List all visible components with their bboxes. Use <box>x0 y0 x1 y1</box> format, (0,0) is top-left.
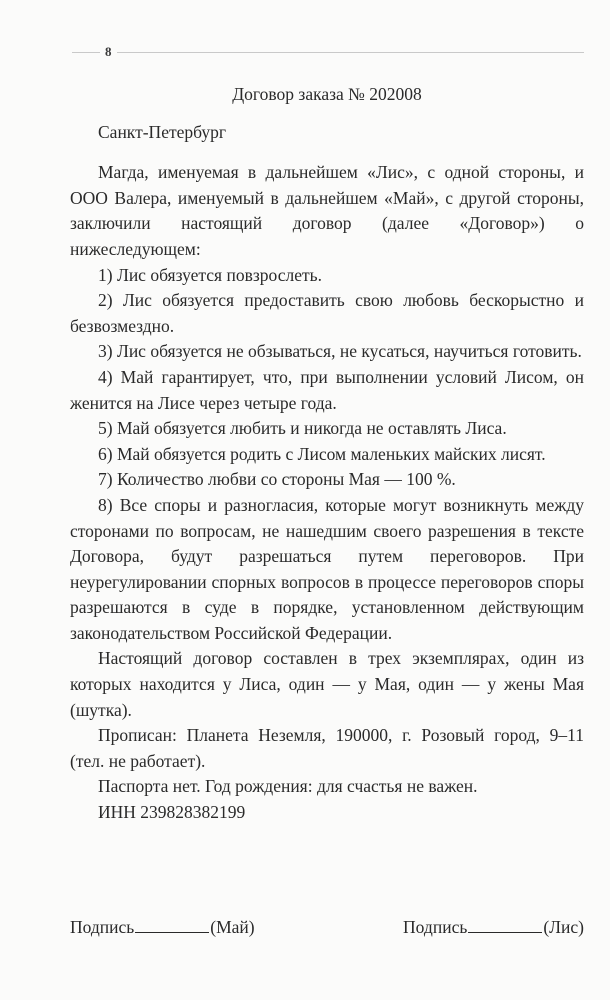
contract-clause-6: 6) Май обязуется родить с Лисом маленьких майских лисят. <box>98 443 546 464</box>
contract-body <box>70 82 584 826</box>
contract-clause-2: 2) Лис обязуется предоставить свою любовь бескорыстно и безвозмездно. <box>70 290 584 336</box>
signature-lis <box>403 914 584 940</box>
signature-line-may <box>135 915 209 933</box>
header-rule <box>72 52 584 53</box>
contract-city: Санкт-Петербург <box>98 121 227 142</box>
page-number: 8 <box>100 42 117 62</box>
signature-label-lis: Подпись <box>403 917 468 937</box>
signature-label-may: Подпись <box>70 917 135 937</box>
contract-inn: ИНН 239828382199 <box>98 802 246 823</box>
contract-address: Прописан: Планета Неземля, 190000, г. Розовый город, 9–11 (тел. не работает). <box>70 725 584 771</box>
signature-party-lis: (Лис) <box>543 917 584 937</box>
contract-clause-5: 5) Май обязуется любить и никогда не оставлять Лиса. <box>98 418 507 439</box>
contract-intro: Магда, именуемая в дальнейшем «Лис», с одной стороны, и ООО Валера, именуемый в дальнейшем «Май», с другой стороны, заключили настоящий договор (далее «Договор») о нижеследующем: <box>70 162 584 259</box>
contract-title: Договор заказа № 202008 <box>232 84 422 104</box>
contract-copies: Настоящий договор составлен в трех экземплярах, один из которых находится у Лиса, один — у Мая, один — у жены Мая (шутка). <box>70 648 584 720</box>
contract-passport: Паспорта нет. Год рождения: для счастья не важен. <box>98 776 478 797</box>
signature-party-may: (Май) <box>210 917 255 937</box>
contract-clause-3: 3) Лис обязуется не обзываться, не кусаться, научиться готовить. <box>98 341 582 362</box>
signature-may <box>70 914 255 940</box>
signature-line-lis <box>468 915 542 933</box>
contract-clause-1: 1) Лис обязуется повзрослеть. <box>98 264 322 285</box>
contract-clause-4: 4) Май гарантирует, что, при выполнении условий Лисом, он женится на Лисе через четыре года. <box>70 366 584 413</box>
signature-row <box>70 914 584 940</box>
contract-clause-8: 8) Все споры и разногласия, которые могут возникнуть между сторонами по вопросам, не нашедшим своего разрешения в тексте Договора, будут разрешаться путем переговоров. При неурегулировании спорных вопросов в процессе переговоров споры разрешаются в суде в порядке, установленном действующим законодательством Российской Федерации. <box>70 494 584 643</box>
contract-clause-7: 7) Количество любви со стороны Мая — 100 %. <box>98 469 456 490</box>
